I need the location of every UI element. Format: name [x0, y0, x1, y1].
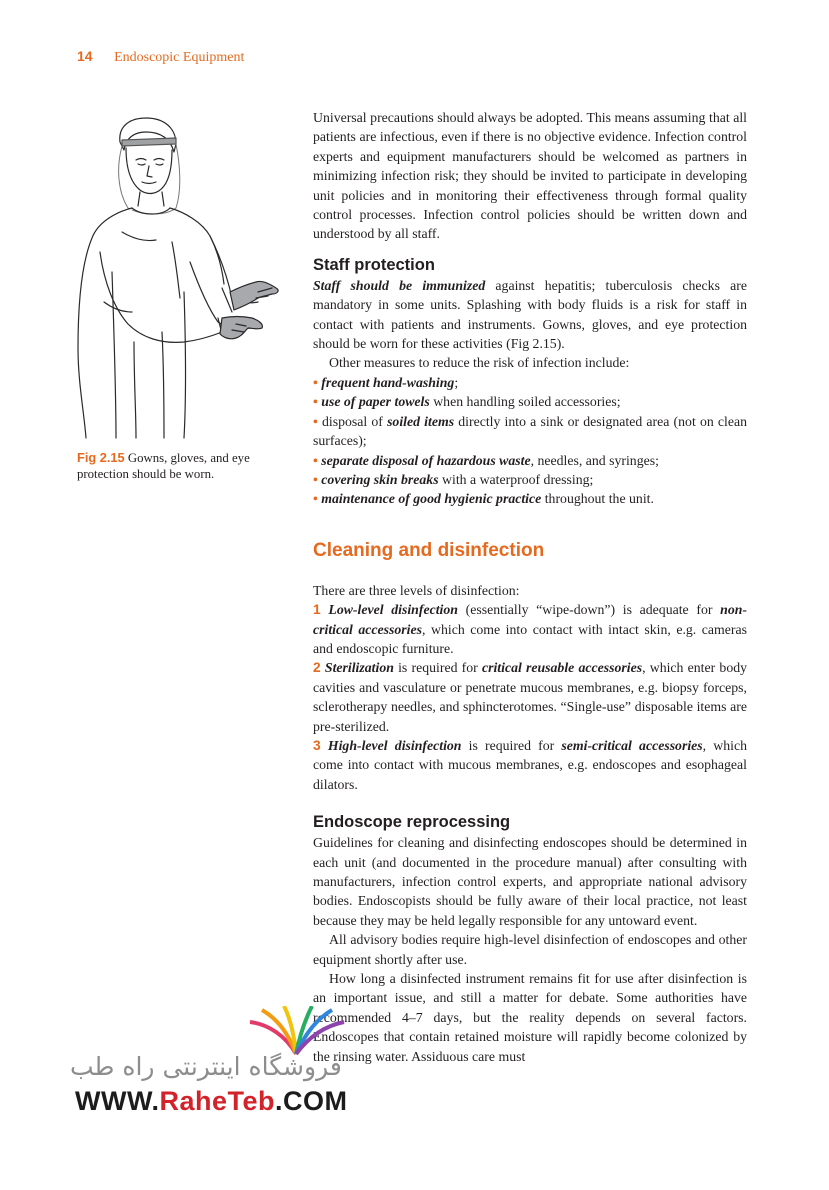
list-item: • disposal of soiled items directly into a sink or designated area (not on clean surfaces);	[313, 413, 747, 449]
watermark-persian: فروشگاه اینترنتی راه طب	[70, 1052, 342, 1081]
bullet-icon: •	[313, 394, 318, 410]
staff-paragraph-2: Other measures to reduce the risk of infection include:	[329, 355, 630, 371]
figure-caption-text: Gowns, gloves, and eye protection should be worn.	[77, 451, 250, 481]
figure-caption	[77, 450, 277, 482]
list-item: • separate disposal of hazardous waste, needles, and syringes;	[313, 452, 659, 468]
bullet-icon: •	[313, 452, 318, 468]
open-book-logo-icon	[246, 1006, 346, 1058]
reprocessing-paragraph-3: How long a disinfected instrument remains fit for use after disinfection is an important issue, and still a matter for debate. Some authorities have recommended 4–7 days, but the reality depends on several factors. Endoscopes that contain retained moisture will rapidly become colonized by the rinsing water. Assiduous care must	[313, 971, 747, 1064]
person-in-gown-illustration	[72, 112, 288, 442]
main-column	[313, 108, 747, 1066]
bullet-icon: •	[313, 491, 318, 507]
staff-p1-rest: against hepatitis; tuberculosis checks are mandatory in some units. Splashing with body fluids is a risk for staff in contact with patients and instruments. Gowns, gloves, and eye protection should be worn for these activities (Fig 2.15).	[313, 277, 747, 352]
disinfection-level-2: 2 Sterilization is required for critical reusable accessories, which enter body cavities and vasculature or penetrate mucous membranes, e.g. biopsy forceps, sclerotherapy needles, and sphincterotomes. “Single-use” disposable items are pre-sterilized.	[313, 660, 748, 734]
list-item: • maintenance of good hygienic practice throughout the unit.	[313, 491, 654, 507]
reprocessing-heading: Endoscope reprocessing	[313, 813, 511, 832]
watermark-url: WWW.RaheTeb.COM	[75, 1086, 348, 1116]
list-item: • covering skin breaks with a waterproof dressing;	[313, 471, 594, 487]
running-title: Endoscopic Equipment	[114, 50, 245, 65]
staff-paragraph-1	[313, 276, 747, 354]
figure-label: Fig 2.15	[77, 450, 125, 465]
running-header	[77, 48, 244, 66]
staff-bullet-list	[313, 373, 747, 509]
cleaning-heading: Cleaning and disinfection	[313, 539, 545, 561]
reprocessing-paragraph-1: Guidelines for cleaning and disinfecting endoscopes should be determined in each unit (and documented in the procedure manual) after consulting with manufacturers, infection control experts, and appropriate national advisory bodies. Endoscopists should be fully aware of their local practice, not least because they may be held legally responsible for any untoward event.	[313, 835, 747, 928]
bullet-icon: •	[313, 413, 318, 429]
staff-lead: Staff should be immunized	[313, 277, 486, 293]
list-item: • frequent hand-washing;	[313, 374, 459, 390]
staff-protection-heading: Staff protection	[313, 255, 435, 274]
disinfection-level-3: 3 High-level disinfection is required for semi-critical accessories, which come into contact with mucous membranes, e.g. endoscopes and esophageal dilators.	[313, 737, 747, 792]
disinfection-level-1: 1 Low-level disinfection (essentially “wipe-down”) is adequate for non-critical accessories, which come into contact with intact skin, e.g. cameras and endoscopic furniture.	[313, 602, 747, 656]
reprocessing-paragraph-2: All advisory bodies require high-level disinfection of endoscopes and other equipment shortly after use.	[313, 932, 747, 967]
bullet-icon: •	[313, 374, 318, 390]
intro-paragraph: Universal precautions should always be adopted. This means assuming that all patients are infectious, even if there is no objective evidence. Infection control experts and equipment manufacturers should be welcomed as partners in minimizing infection risk; they should be invited to participate in developing unit policies and in monitoring their effectiveness through formal quality control processes. Infection control policies should be written down and understood by all staff.	[313, 110, 747, 242]
list-item: • use of paper towels when handling soiled accessories;	[313, 394, 621, 410]
bullet-icon: •	[313, 471, 318, 487]
page-number: 14	[77, 48, 93, 64]
cleaning-intro: There are three levels of disinfection:	[313, 582, 520, 598]
